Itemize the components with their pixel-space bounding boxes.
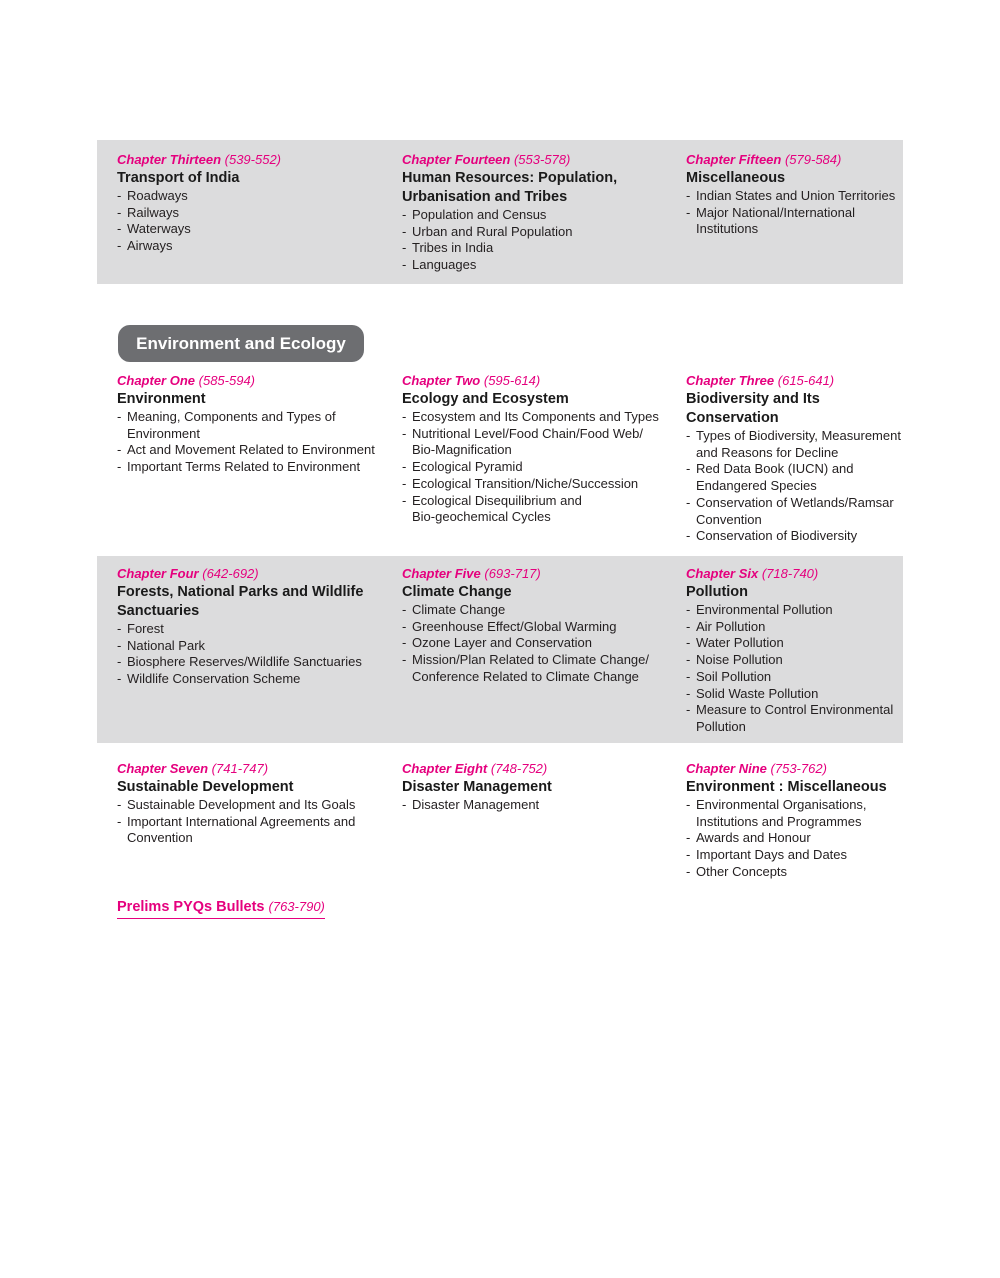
chapter-number: Chapter Eight (402, 761, 488, 776)
topic-item: - Greenhouse Effect/Global Warming (402, 619, 672, 636)
chapter-heading[interactable] (686, 151, 906, 168)
topic-item: - Measure to Control Environmental Pollution (686, 702, 906, 735)
chapter-heading[interactable] (402, 565, 672, 582)
chapter-pages: (615-641) (777, 373, 835, 388)
chapter-heading[interactable] (686, 760, 906, 777)
chapter-title: Human Resources: Population, Urbanisation and Tribes (402, 170, 618, 205)
chapter-block (402, 565, 672, 686)
topic-list (686, 428, 906, 545)
chapter-number: Chapter One (117, 373, 196, 388)
chapter-title: Disaster Management (402, 779, 552, 795)
topic-list (686, 602, 906, 736)
topic-item: - Other Concepts (686, 864, 906, 881)
topic-item: - Airways (117, 238, 387, 255)
topic-item: - Indian States and Union Territories (686, 188, 906, 205)
topic-item: - Ecological Disequilibrium and Bio-geochemical Cycles (402, 493, 592, 526)
chapter-heading[interactable] (402, 760, 672, 777)
chapter-pages: (693-717) (484, 566, 541, 581)
topic-item: - Types of Biodiversity, Measurement and Reasons for Decline (686, 428, 906, 461)
topic-item: - Population and Census (402, 207, 672, 224)
chapter-number: Chapter Three (686, 373, 775, 388)
topic-item: - Water Pollution (686, 635, 906, 652)
chapter-block (117, 151, 387, 255)
chapter-block (402, 760, 672, 814)
chapter-title: Forests, National Parks and Wildlife Sanctuaries (117, 584, 364, 619)
topic-list (117, 188, 387, 255)
chapter-block (402, 372, 672, 526)
topic-item: - Noise Pollution (686, 652, 906, 669)
topic-list (117, 797, 387, 847)
chapter-number: Chapter Fourteen (402, 152, 511, 167)
topic-item: - Ecological Transition/Niche/Succession (402, 476, 672, 493)
chapter-heading[interactable] (117, 565, 387, 582)
chapter-heading[interactable] (117, 760, 387, 777)
chapter-block (686, 372, 906, 545)
chapter-pages: (595-614) (483, 373, 541, 388)
topic-item: - Tribes in India (402, 240, 672, 257)
prelims-pyqs-link[interactable] (117, 899, 325, 919)
topic-item: - Ozone Layer and Conservation (402, 635, 672, 652)
topic-item: - Ecological Pyramid (402, 459, 672, 476)
topic-item: - Soil Pollution (686, 669, 906, 686)
topic-list (686, 797, 906, 881)
chapter-number: Chapter Nine (686, 761, 767, 776)
topic-item: - Sustainable Development and Its Goals (117, 797, 387, 814)
chapter-heading[interactable] (402, 372, 672, 389)
chapter-block (686, 565, 906, 736)
topic-list (402, 797, 672, 814)
topic-item: - Conservation of Biodiversity (686, 528, 906, 545)
topic-item: - Meaning, Components and Types of Environment (117, 409, 337, 442)
chapter-heading[interactable] (686, 565, 906, 582)
topic-item: - Important International Agreements and Convention (117, 814, 372, 847)
chapter-number: Chapter Six (686, 566, 759, 581)
chapter-number: Chapter Fifteen (686, 152, 782, 167)
chapter-number: Chapter Seven (117, 761, 209, 776)
chapter-pages: (585-594) (198, 373, 256, 388)
topic-list (117, 621, 387, 688)
topic-list (402, 602, 672, 686)
topic-item: - Conservation of Wetlands/Ramsar Convention (686, 495, 906, 528)
topic-item: - Forest (117, 621, 387, 638)
topic-item: - National Park (117, 638, 387, 655)
topic-item: - Important Days and Dates (686, 847, 906, 864)
chapter-pages: (642-692) (202, 566, 259, 581)
topic-item: - Air Pollution (686, 619, 906, 636)
chapter-block (402, 151, 672, 274)
chapter-title: Sustainable Development (117, 779, 294, 795)
section-title-pill: Environment and Ecology (118, 325, 364, 362)
chapter-title: Environment (117, 391, 206, 407)
topic-item: - Mission/Plan Related to Climate Change/ Conference Related to Climate Change (402, 652, 657, 685)
topic-list (402, 207, 672, 274)
topic-item: - Awards and Honour (686, 830, 906, 847)
chapter-number: Chapter Five (402, 566, 481, 581)
topic-item: - Biosphere Reserves/Wildlife Sanctuaries (117, 654, 387, 671)
topic-item: - Climate Change (402, 602, 672, 619)
chapter-number: Chapter Thirteen (117, 152, 222, 167)
topic-item: - Languages (402, 257, 672, 274)
topic-item: - Urban and Rural Population (402, 224, 672, 241)
topic-item: - Nutritional Level/Food Chain/Food Web/ Bio-Magnification (402, 426, 647, 459)
topic-item: - Roadways (117, 188, 387, 205)
topic-list (402, 409, 672, 526)
topic-item: - Environmental Organisations, Institutions and Programmes (686, 797, 886, 830)
chapter-pages: (539-552) (224, 152, 282, 167)
topic-list (117, 409, 375, 476)
topic-item: - Ecosystem and Its Components and Types (402, 409, 672, 426)
chapter-heading[interactable] (117, 372, 387, 389)
chapter-title: Transport of India (117, 170, 240, 186)
chapter-title: Climate Change (402, 584, 512, 600)
chapter-pages: (579-584) (784, 152, 842, 167)
chapter-title: Pollution (686, 584, 749, 600)
topic-item: - Solid Waste Pollution (686, 686, 906, 703)
prelims-label: Prelims PYQs Bullets (117, 899, 265, 915)
topic-item: - Act and Movement Related to Environment (117, 442, 387, 459)
chapter-heading[interactable] (686, 372, 906, 389)
chapter-block (117, 565, 387, 688)
topic-item: - Major National/International Institutions (686, 205, 906, 238)
chapter-title: Miscellaneous (686, 170, 786, 186)
prelims-pages: (763-790) (268, 899, 325, 914)
topic-item: - Red Data Book (IUCN) and Endangered Species (686, 461, 871, 494)
chapter-heading[interactable] (117, 151, 387, 168)
chapter-block (686, 151, 906, 238)
chapter-number: Chapter Two (402, 373, 481, 388)
chapter-pages: (553-578) (513, 152, 571, 167)
topic-item: - Waterways (117, 221, 387, 238)
topic-list (686, 188, 906, 238)
chapter-pages: (748-752) (490, 761, 548, 776)
topic-item: - Disaster Management (402, 797, 672, 814)
topic-item: - Railways (117, 205, 387, 222)
chapter-pages: (718-740) (761, 566, 819, 581)
chapter-number: Chapter Four (117, 566, 199, 581)
chapter-title: Ecology and Ecosystem (402, 391, 569, 407)
chapter-pages: (753-762) (770, 761, 827, 776)
chapter-heading[interactable] (402, 151, 672, 168)
chapter-block (117, 372, 387, 476)
topic-item: - Important Terms Related to Environment (117, 459, 387, 476)
topic-item: - Environmental Pollution (686, 602, 906, 619)
chapter-block (117, 760, 387, 847)
chapter-block (686, 760, 906, 881)
topic-item: - Wildlife Conservation Scheme (117, 671, 387, 688)
chapter-title: Environment : Miscellaneous (686, 779, 887, 795)
chapter-pages: (741-747) (211, 761, 269, 776)
chapter-title: Biodiversity and Its Conservation (686, 391, 820, 426)
